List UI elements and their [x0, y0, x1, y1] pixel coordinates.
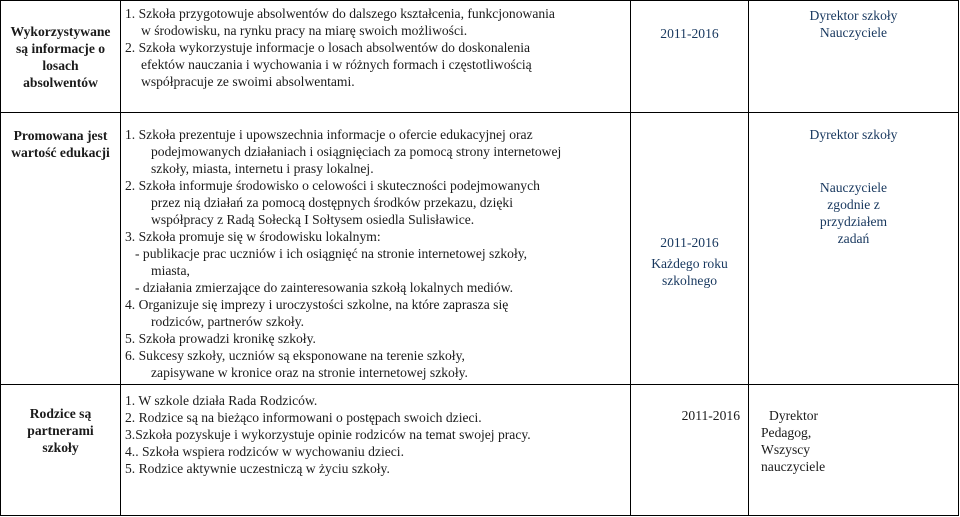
- item-line: miasta,: [151, 263, 190, 278]
- category-line: absolwentów: [23, 75, 98, 90]
- item-line: 6. Sukcesy szkoły, uczniów są eksponowane na terenie szkoły,: [125, 348, 465, 363]
- responsible-line: Dyrektor szkoły: [809, 127, 898, 142]
- item-line: podejmowanych działaniach i osiągnięciach za pomocą strony internetowej: [151, 144, 562, 159]
- table-row: [1, 113, 959, 385]
- item-line: w środowisku, na rynku pracy na miarę swoich możliwości.: [141, 23, 468, 38]
- item-line: 4. Organizuje się imprezy i uroczystości szkolne, na które zaprasza się: [125, 297, 509, 312]
- item-line: szkoły, miasta, internetu i prasy lokalnej.: [151, 161, 374, 176]
- category-line: Rodzice są: [29, 406, 92, 421]
- row-responsible: [749, 1, 959, 113]
- row-category: [1, 113, 121, 385]
- category-line: są informacje o: [15, 41, 106, 56]
- item-line: 1. Szkoła przygotowuje absolwentów do dalszego kształcenia, funkcjonowania: [125, 6, 555, 21]
- table-row: [1, 385, 959, 516]
- item-line: rodziców, partnerów szkoły.: [151, 314, 305, 329]
- responsible-line: zgodnie z: [827, 197, 880, 212]
- responsible-line: Nauczyciele: [819, 180, 888, 195]
- row-items: [121, 113, 631, 385]
- row-term: [631, 1, 749, 113]
- row-responsible: [749, 113, 959, 385]
- item-line: - publikacje prac uczniów i ich osiągnięć na stronie internetowej szkoły,: [135, 246, 528, 261]
- responsible-line: Pedagog,: [761, 425, 812, 440]
- item-line: 2. Szkoła informuje środowisko o celowości i skuteczności podejmowanych: [125, 178, 540, 193]
- responsible-line: przydziałem: [819, 214, 888, 229]
- responsible-line: nauczyciele: [761, 459, 826, 474]
- row-category: [1, 385, 121, 516]
- responsible-line: Wszyscy: [761, 442, 811, 457]
- item-line: 5. Rodzice aktywnie uczestniczą w życiu szkoły.: [125, 461, 390, 476]
- row-items: [121, 385, 631, 516]
- term-line: 2011-2016: [660, 26, 719, 41]
- responsible-line: Dyrektor szkoły: [809, 8, 898, 23]
- category-line: szkoły: [42, 440, 79, 455]
- row-term: [631, 385, 749, 516]
- item-line: 3.Szkoła pozyskuje i wykorzystuje opinie rodziców na temat swojej pracy.: [125, 427, 531, 442]
- category-line: Promowana jest: [13, 128, 108, 143]
- row-term: [631, 113, 749, 385]
- item-line: - działania zmierzające do zainteresowania szkołą lokalnych mediów.: [135, 280, 514, 295]
- table-row: [1, 1, 959, 113]
- category-line: partnerami: [27, 423, 94, 438]
- responsible-line: Dyrektor: [769, 408, 819, 423]
- category-line: wartość edukacji: [11, 145, 110, 160]
- row-category: [1, 1, 121, 113]
- item-line: 4.. Szkoła wspiera rodziców w wychowaniu dzieci.: [125, 444, 404, 459]
- category-line: losach: [42, 58, 79, 73]
- item-line: 1. Szkoła prezentuje i upowszechnia informacje o ofercie edukacyjnej oraz: [125, 127, 533, 142]
- item-line: współpracy z Radą Sołecką I Sołtysem osiedla Sulisławice.: [151, 212, 475, 227]
- row-items: [121, 1, 631, 113]
- item-line: przez nią działań za pomocą dostępnych środków przekazu, dzięki: [151, 195, 513, 210]
- term-line: Każdego roku: [651, 256, 728, 271]
- item-line: zapisywane w kronice oraz na stronie internetowej szkoły.: [151, 365, 468, 380]
- term-line: 2011-2016: [660, 235, 719, 250]
- item-line: 2. Rodzice są na bieżąco informowani o postępach swoich dzieci.: [125, 410, 482, 425]
- responsible-line: Nauczyciele: [819, 25, 888, 40]
- responsible-line: zadań: [837, 231, 870, 246]
- item-line: 3. Szkoła promuje się w środowisku lokalnym:: [125, 229, 381, 244]
- term-line: szkolnego: [661, 273, 718, 288]
- category-line: Wykorzystywane: [10, 24, 111, 39]
- item-line: 5. Szkoła prowadzi kronikę szkoły.: [125, 331, 316, 346]
- item-line: współpracuje ze swoimi absolwentami.: [141, 74, 355, 89]
- item-line: 1. W szkole działa Rada Rodziców.: [125, 393, 318, 408]
- term-line: 2011-2016: [681, 408, 740, 423]
- row-responsible: [749, 385, 959, 516]
- item-line: 2. Szkoła wykorzystuje informacje o losach absolwentów do doskonalenia: [125, 40, 531, 55]
- item-line: efektów nauczania i wychowania i w różnych formach i częstotliwością: [141, 57, 532, 72]
